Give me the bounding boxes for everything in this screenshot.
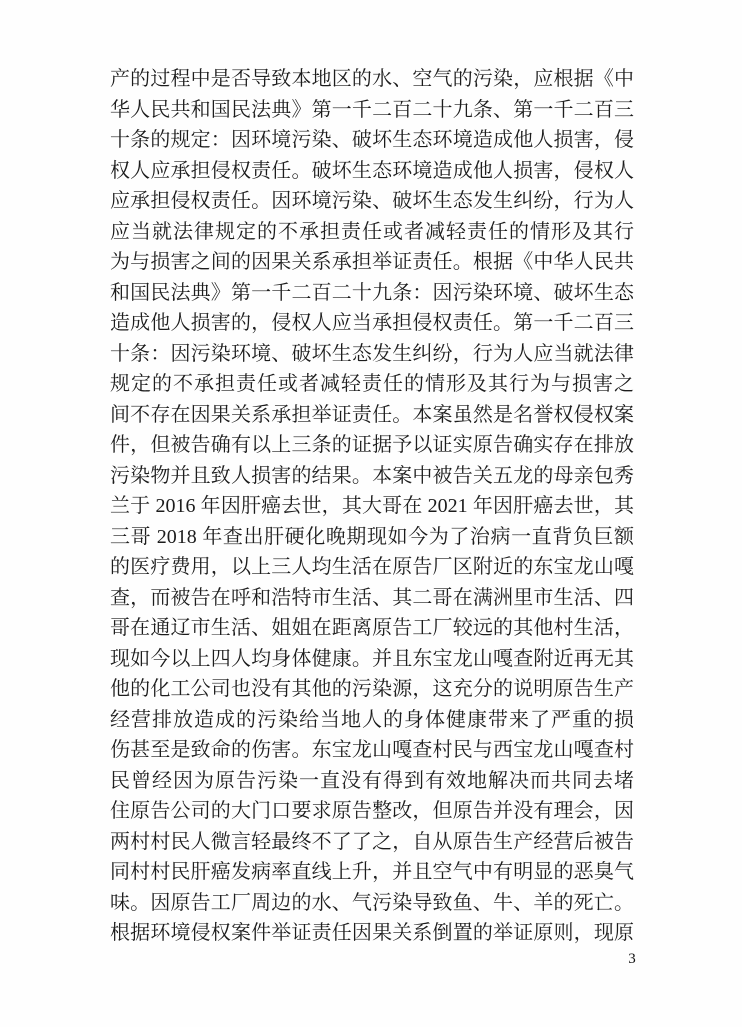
text-line: 污染物并且致人损害的结果。本案中被告关五龙的母亲包秀 [110,464,634,487]
text-line: 间不存在因果关系承担举证责任。本案虽然是名誉权侵权案 [110,403,634,426]
text-line: 同村村民肝癌发病率直线上升，并且空气中有明显的恶臭气 [110,861,634,883]
text-line: 查，而被告在呼和浩特市生活、其二哥在满洲里市生活、四 [110,586,634,609]
text-line: 住原告公司的大门口要求原告整改，但原告并没有理会，因 [110,800,634,822]
text-line: 权人应承担侵权责任。破坏生态环境造成他人损害，侵权人 [110,159,634,182]
text-line: 伤甚至是致命的伤害。东宝龙山嘎查村民与西宝龙山嘎查村 [110,739,634,761]
text-line: 现如今以上四人均身体健康。并且东宝龙山嘎查附近再无其 [110,647,634,670]
text-line: 三哥 2018 年查出肝硬化晚期现如今为了治病一直背负巨额 [110,525,634,548]
body-text [110,64,634,949]
text-line: 的医疗费用，以上三人均生活在原告厂区附近的东宝龙山嘎 [110,556,634,578]
text-line: 哥在通辽市生活、姐姐在距离原告工厂较远的其他村生活， [110,617,634,639]
text-line: 华人民共和国民法典》第一千二百二十九条、第一千二百三 [110,98,634,121]
text-line: 两村村民人微言轻最终不了了之，自从原告生产经营后被告 [110,830,634,853]
text-line: 经营排放造成的污染给当地人的身体健康带来了严重的损 [110,708,634,731]
text-line: 规定的不承担责任或者减轻责任的情形及其行为与损害之 [110,373,634,395]
text-line: 应承担侵权责任。因环境污染、破坏生态发生纠纷，行为人 [110,190,634,212]
page-number: 3 [628,951,636,967]
text-line: 和国民法典》第一千二百二十九条：因污染环境、破坏生态 [110,281,634,304]
text-line: 兰于 2016 年因肝癌去世，其大哥在 2021 年因肝癌去世，其 [110,495,634,517]
text-line: 十条的规定：因环境污染、破坏生态环境造成他人损害，侵 [110,129,634,151]
text-line: 产的过程中是否导致本地区的水、空气的污染，应根据《中 [110,68,634,90]
text-line: 他的化工公司也没有其他的污染源，这充分的说明原告生产 [110,678,634,700]
text-line: 民曾经因为原告污染一直没有得到有效地解决而共同去堵 [110,769,634,792]
text-line: 根据环境侵权案件举证责任因果关系倒置的举证原则，现原 [110,922,634,944]
text-line: 应当就法律规定的不承担责任或者减轻责任的情形及其行 [110,220,634,243]
text-line: 造成他人损害的，侵权人应当承担侵权责任。第一千二百三 [110,312,634,334]
text-line: 味。因原告工厂周边的水、气污染导致鱼、牛、羊的死亡。 [110,891,634,914]
text-line: 件，但被告确有以上三条的证据予以证实原告确实存在排放 [110,434,634,456]
text-line: 十条：因污染环境、破坏生态发生纠纷，行为人应当就法律 [110,342,634,365]
text-line: 为与损害之间的因果关系承担举证责任。根据《中华人民共 [110,251,634,273]
